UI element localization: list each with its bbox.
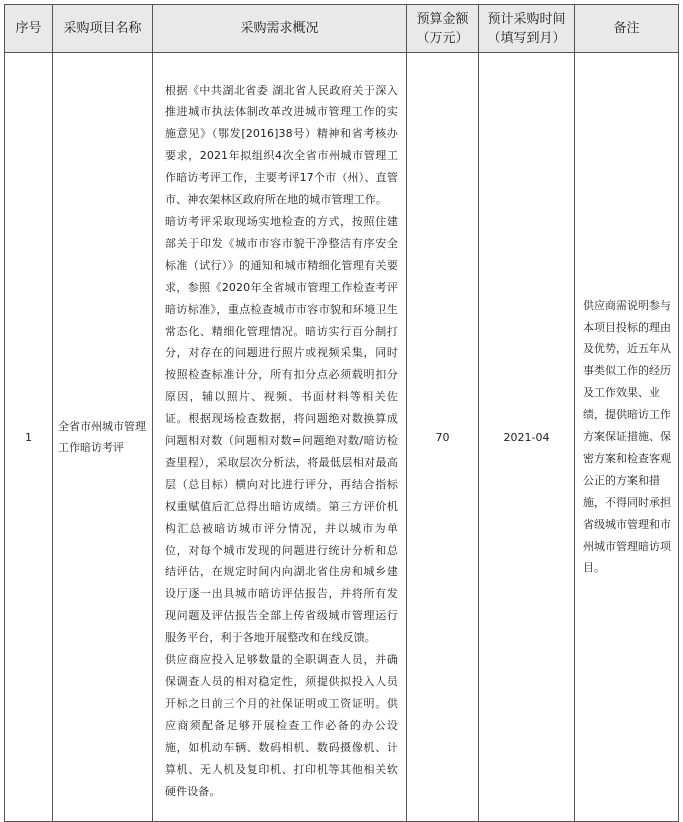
desc-paragraph: 供应商应投入足够数量的全职调查人员，并确保调查人员的相对稳定性，须提供拟投入人员开标之日前三个月的社保证明或工资证明。供应商须配备足够开展检查工作必备的办公设施，如机动车辆、数码相机、数码摄像机、计算机、无人机及复印机、打印机等其他相关软硬件设备。 <box>165 653 398 798</box>
header-note: 备注 <box>575 5 679 53</box>
cell-id: 1 <box>5 53 53 822</box>
header-id: 序号 <box>5 5 53 53</box>
table-row <box>5 53 679 822</box>
header-desc: 采购需求概况 <box>153 5 407 53</box>
cell-budget: 70 <box>407 53 479 822</box>
header-budget <box>407 5 479 53</box>
header-budget-line2: （万元） <box>416 30 469 46</box>
cell-desc <box>153 53 407 822</box>
header-time-line2: （填写到月） <box>487 30 566 46</box>
cell-time: 2021-04 <box>479 53 575 822</box>
header-time <box>479 5 575 53</box>
table-header-row <box>5 5 679 53</box>
header-budget-line1: 预算金额 <box>416 11 469 27</box>
desc-paragraph: 根据《中共湖北省委 湖北省人民政府关于深入推进城市执法体制改革改进城市管理工作的实施意见》（鄂发[2016]38号）精神和省考核办要求，2021年拟组织4次全省市州城市管理工作暗访考评工作，主要考评17个市（州）、直管市、神农架林区政府所在地的城市管理工作。 <box>165 83 398 207</box>
header-time-line1: 预计采购时间 <box>487 11 566 27</box>
cell-name: 全省市州城市管理工作暗访考评 <box>53 53 153 822</box>
procurement-table-wrapper <box>4 4 679 822</box>
cell-note: 供应商需说明参与本项目投标的理由及优势，近五年从事类似工作的经历及工作效果、业绩，提供暗访工作方案保证措施、保密方案和检查客观公正的方案和措施，不得同时承担省级城市管理和市州城市管理暗访项目。 <box>575 53 679 822</box>
header-name: 采购项目名称 <box>53 5 153 53</box>
desc-paragraph: 暗访考评采取现场实地检查的方式，按照住建部关于印发《城市市容市貌干净整洁有序安全标准（试行）》的通知和城市精细化管理有关要求，参照《2020年全省城市管理工作检查考评暗访标准》，重点检查城市市容市貌和环境卫生常态化、精细化管理情况。暗访实行百分制打分，对存在的问题进行照片或视频采集，同时按照检查标准计分，所有扣分点必须载明扣分原因，辅以照片、视频、书面材料等相关佐证。根据现场检查数据，将问题绝对数换算成问题相对数（问题相对数=问题绝对数/暗访检查里程），采取层次分析法，将最低层相对最高层（总目标）横向对比进行评分，再结合指标权重赋值后汇总得出暗访成绩。第三方评价机构汇总被暗访城市评分情况，并以城市为单位，对每个城市发现的问题进行统计分析和总结评估，在规定时间内向湖北省住房和城乡建设厅逐一出具城市暗访评估报告，并将所有发现问题及评估报告全部上传省级城市管理运行服务平台，利于各地开展整改和在线反馈。 <box>165 214 398 645</box>
procurement-table <box>4 4 679 822</box>
